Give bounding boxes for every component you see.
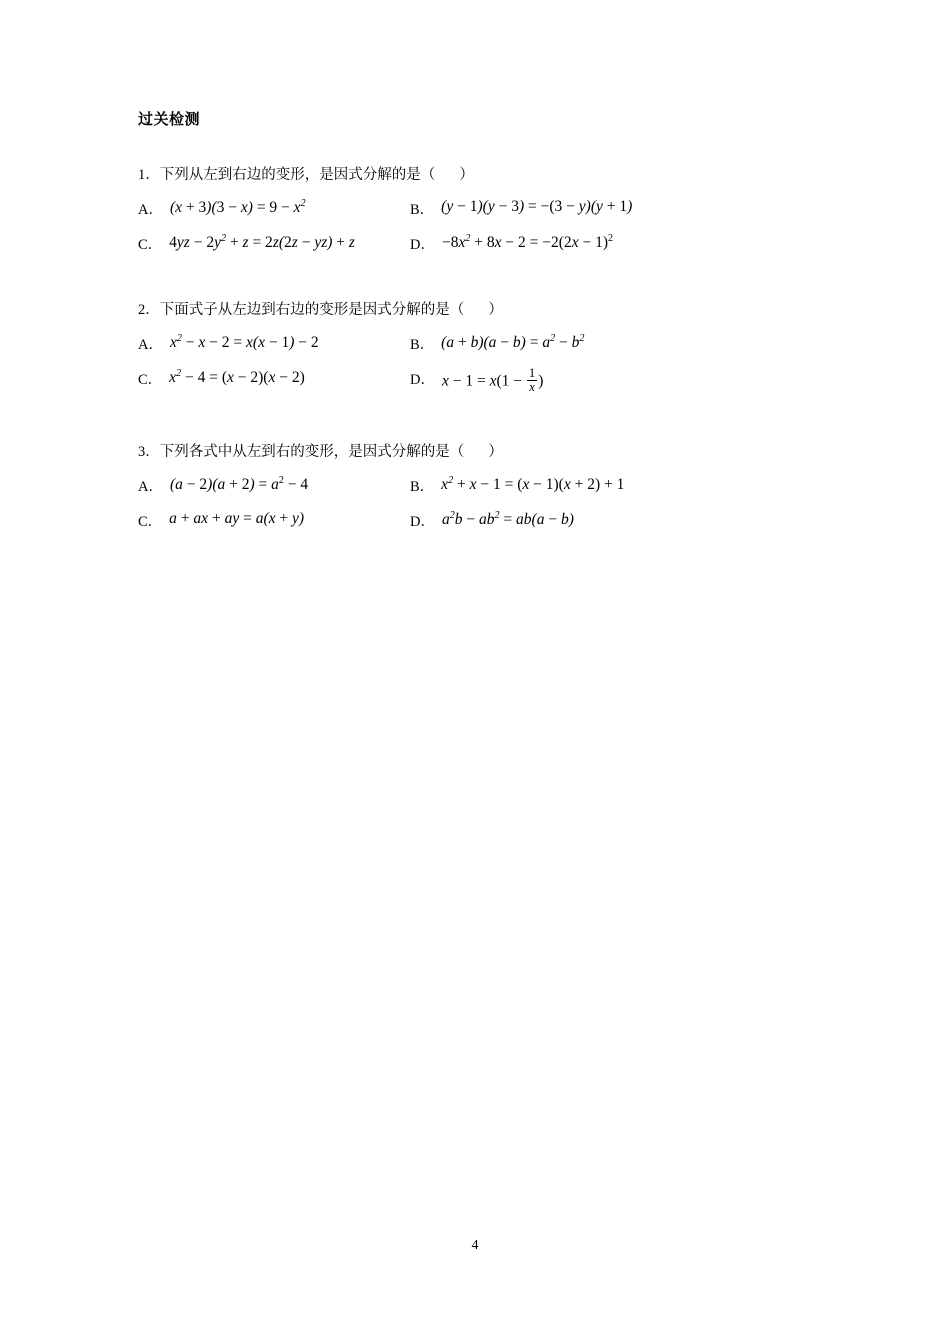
question-2-text: 下面式子从左边到右边的变形是因式分解的是（ ） — [159, 302, 503, 318]
question-2-stem — [138, 298, 818, 319]
option-expression: $x^2 - 4 = (x - 2)(x - 2)$ — [169, 368, 305, 387]
option-label: B． — [410, 337, 435, 353]
question-2-option-a[interactable] — [138, 333, 410, 354]
option-expression: a + ax + ay = a(x + y) — [169, 509, 305, 527]
option-label: A． — [138, 202, 163, 218]
question-2-option-d[interactable] — [410, 368, 818, 396]
option-label: D． — [410, 513, 435, 530]
option-expression: x − 1 = x(1 − $\frac{1}{x}$ ) — [441, 366, 544, 395]
option-expression: $a^2b - ab^2 = ab(a - b)$ — [441, 509, 574, 528]
option-expression: $(a + b)(a - b) = a^2 - b^2$ — [441, 333, 585, 352]
section-title: 过关检测 — [138, 111, 201, 128]
option-label: B． — [410, 202, 435, 218]
option-label: B． — [410, 478, 435, 495]
option-expression: $-8x^2 + 8x - 2 = -2(2x - 1)^2$ — [441, 233, 614, 252]
option-label: C． — [138, 513, 163, 530]
question-1-text: 下列从左到右边的变形，是因式分解的是（ ） — [159, 167, 474, 183]
option-expression: $x^2 - x - 2 = x(x - 1) - 2$ — [169, 333, 319, 352]
question-3-options-row-2 — [138, 510, 818, 531]
page-content — [138, 108, 818, 561]
question-2-option-b[interactable] — [410, 333, 818, 354]
question-3-option-d[interactable] — [410, 510, 818, 531]
option-label: C． — [138, 372, 163, 388]
question-3-option-a[interactable] — [138, 475, 410, 496]
question-2-options-row-1 — [138, 333, 818, 354]
question-1 — [138, 163, 818, 254]
option-expression: $x^2 + x - 1 = (x - 1)(x + 2) + 1$ — [441, 474, 625, 493]
question-1-number: 1． — [138, 167, 160, 183]
question-1-options-row-1 — [138, 198, 818, 219]
option-expression: $(a - 2)(a + 2) = a^2 - 4$ — [169, 474, 309, 493]
question-2-number: 2． — [138, 302, 160, 318]
question-3-options-row-1 — [138, 475, 818, 496]
question-1-option-c[interactable] — [138, 233, 410, 254]
option-label: C． — [138, 237, 163, 253]
option-expression: $(x + 3)(3 - x) = 9 - x^2$ — [169, 198, 306, 217]
question-2-option-c[interactable] — [138, 368, 410, 396]
page-number: 4 — [471, 1238, 479, 1253]
question-2-options-row-2 — [138, 368, 818, 396]
option-label: A． — [138, 337, 163, 353]
option-expression: (y − 1)(y − 3) = −(3 − y)(y + 1) — [441, 198, 633, 215]
question-1-option-d[interactable] — [410, 233, 818, 254]
option-label: D． — [410, 237, 435, 253]
question-1-option-a[interactable] — [138, 198, 410, 219]
question-3-stem — [138, 440, 818, 461]
question-3-number: 3． — [138, 443, 160, 460]
question-3-option-b[interactable] — [410, 475, 818, 496]
question-3-text: 下列各式中从左到右的变形，是因式分解的是（ ） — [159, 443, 503, 460]
question-1-stem — [138, 163, 818, 184]
question-3 — [138, 440, 818, 531]
question-2 — [138, 298, 818, 396]
question-1-options-row-2 — [138, 233, 818, 254]
option-label: A． — [138, 478, 163, 495]
question-1-option-b[interactable] — [410, 198, 818, 219]
option-label: D． — [410, 372, 435, 388]
option-expression: $4yz - 2y^2 + z = 2z(2z - yz) + z$ — [169, 233, 355, 252]
question-3-option-c[interactable] — [138, 510, 410, 531]
